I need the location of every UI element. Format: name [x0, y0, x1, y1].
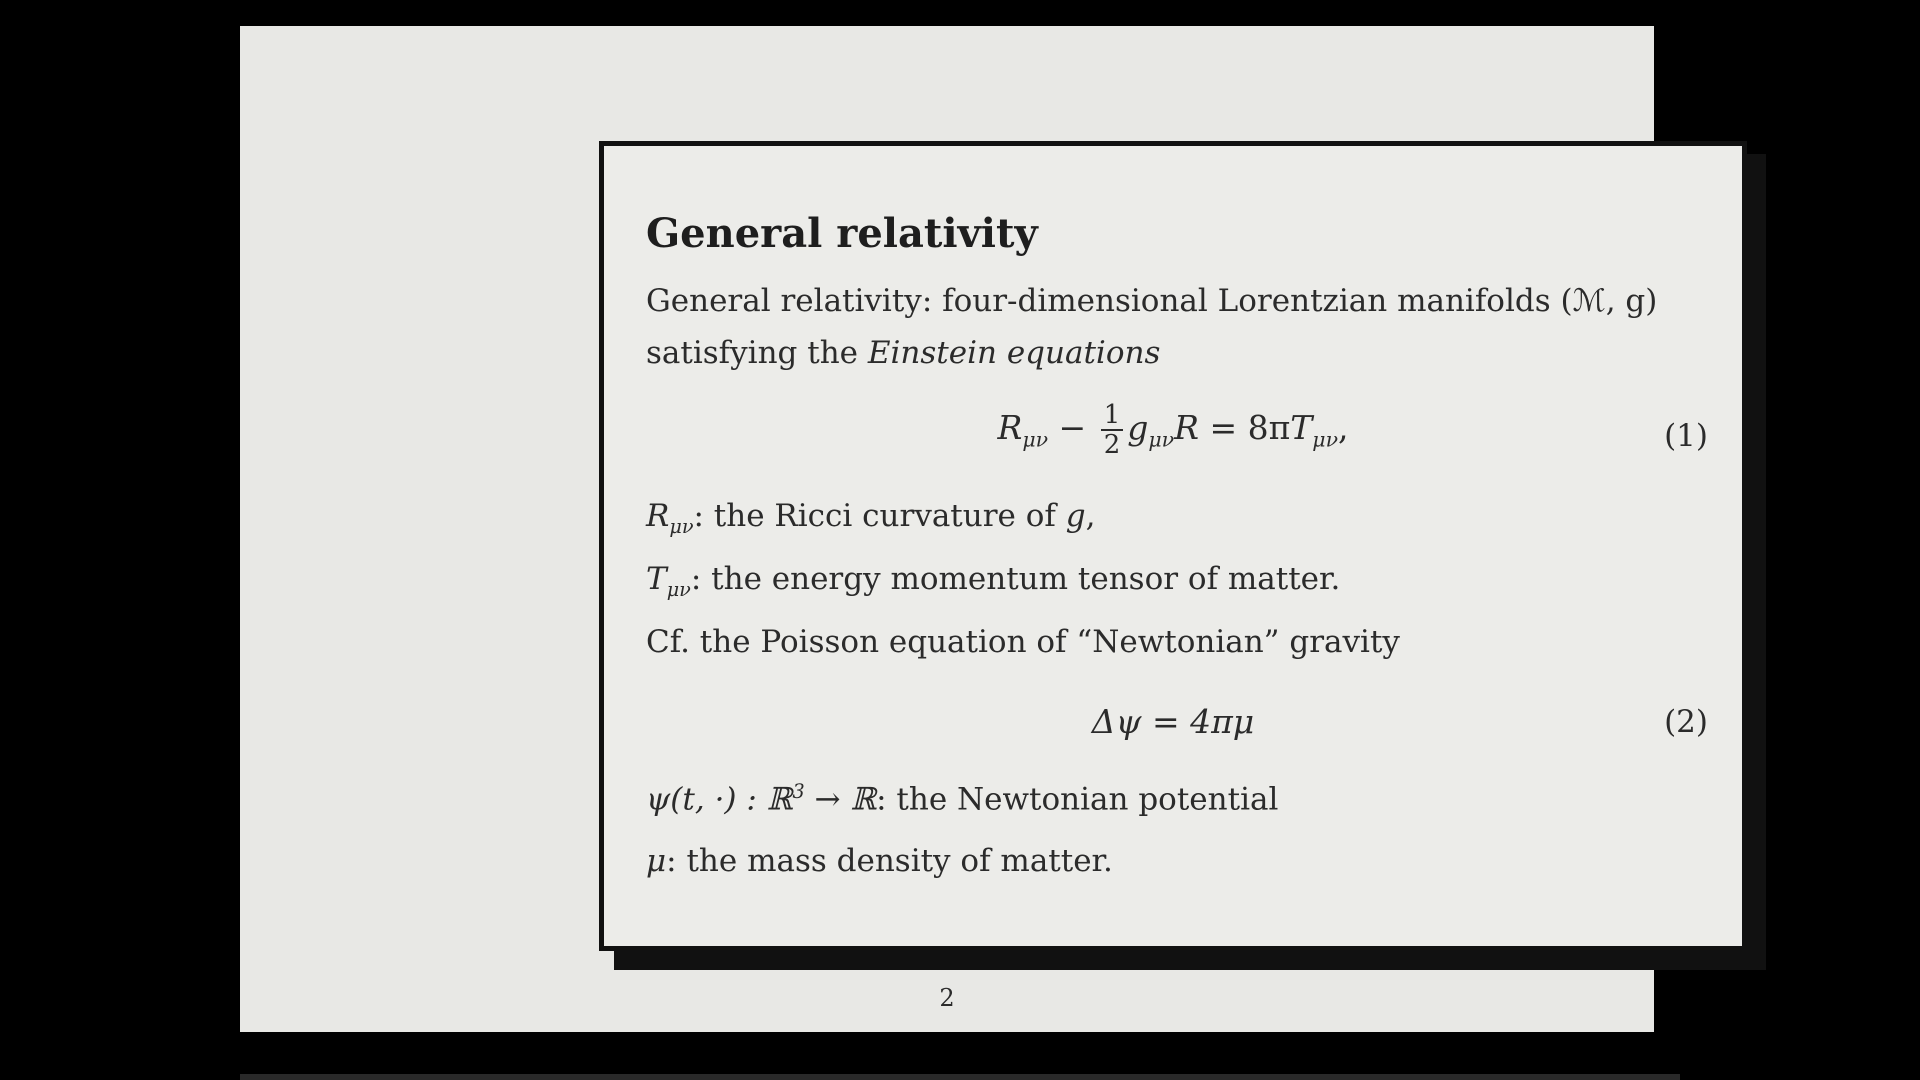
- stress-energy-definition-text: : the energy momentum tensor of matter.: [690, 561, 1341, 597]
- stress-energy-definition-indices: μν: [666, 578, 691, 602]
- ricci-definition: [646, 498, 1095, 538]
- density-definition-text: : the mass density of matter.: [666, 843, 1113, 879]
- bottom-edge-strip: [240, 1074, 1680, 1080]
- slide-frame: [599, 141, 1747, 951]
- intro-line-1: General relativity: four-dimensional Lorentzian manifolds (ℳ, g): [646, 283, 1658, 319]
- stress-energy-symbol: T: [1290, 408, 1313, 447]
- one-half-fraction: [1101, 401, 1124, 459]
- potential-map-codomain: → ℝ: [804, 781, 877, 818]
- ricci-definition-end: ,: [1085, 498, 1096, 534]
- equation-number-2: (2): [1664, 704, 1708, 740]
- stress-energy-indices: μν: [1312, 427, 1339, 452]
- potential-map-domain: ψ(t, ·) : ℝ: [646, 781, 793, 818]
- ricci-definition-indices: μν: [669, 515, 694, 539]
- fraction-denominator: 2: [1103, 430, 1121, 460]
- fraction-numerator: 1: [1101, 401, 1124, 431]
- potential-definition-text: : the Newtonian potential: [876, 781, 1279, 818]
- stress-energy-definition-symbol: T: [646, 561, 667, 597]
- ricci-scalar-symbol: R: [1174, 408, 1199, 447]
- equation-number-1: (1): [1664, 418, 1708, 454]
- density-definition: [646, 843, 1113, 879]
- metric-symbol: g: [1127, 408, 1149, 447]
- projected-slide-area: [240, 26, 1708, 1032]
- slide-title: General relativity: [646, 210, 1038, 257]
- ricci-tensor-indices: μν: [1022, 427, 1049, 452]
- poisson-intro-line: Cf. the Poisson equation of “Newtonian” gravity: [646, 624, 1400, 660]
- ricci-definition-metric: g: [1065, 498, 1086, 534]
- intro-line-2: [646, 335, 1160, 371]
- ricci-definition-text: : the Ricci curvature of: [693, 498, 1066, 534]
- minus-sign: −: [1048, 408, 1097, 447]
- ricci-definition-symbol: R: [646, 498, 670, 534]
- intro-line-2-prefix: satisfying the: [646, 335, 868, 371]
- potential-map-exponent: 3: [792, 780, 805, 803]
- poisson-equation: Δψ = 4πμ: [1091, 702, 1255, 741]
- einstein-equation: [604, 401, 1742, 481]
- equation-1-rhs: = 8π: [1198, 408, 1291, 447]
- potential-definition: [646, 780, 1278, 817]
- stress-energy-definition: [646, 561, 1340, 601]
- einstein-equations-emphasis: Einstein equations: [867, 335, 1161, 371]
- metric-indices: μν: [1148, 427, 1175, 452]
- density-symbol: μ: [646, 843, 667, 879]
- equation-1-trailing-comma: ,: [1338, 408, 1349, 447]
- ricci-tensor-symbol: R: [997, 408, 1023, 447]
- slide-page-number: 2: [939, 984, 955, 1012]
